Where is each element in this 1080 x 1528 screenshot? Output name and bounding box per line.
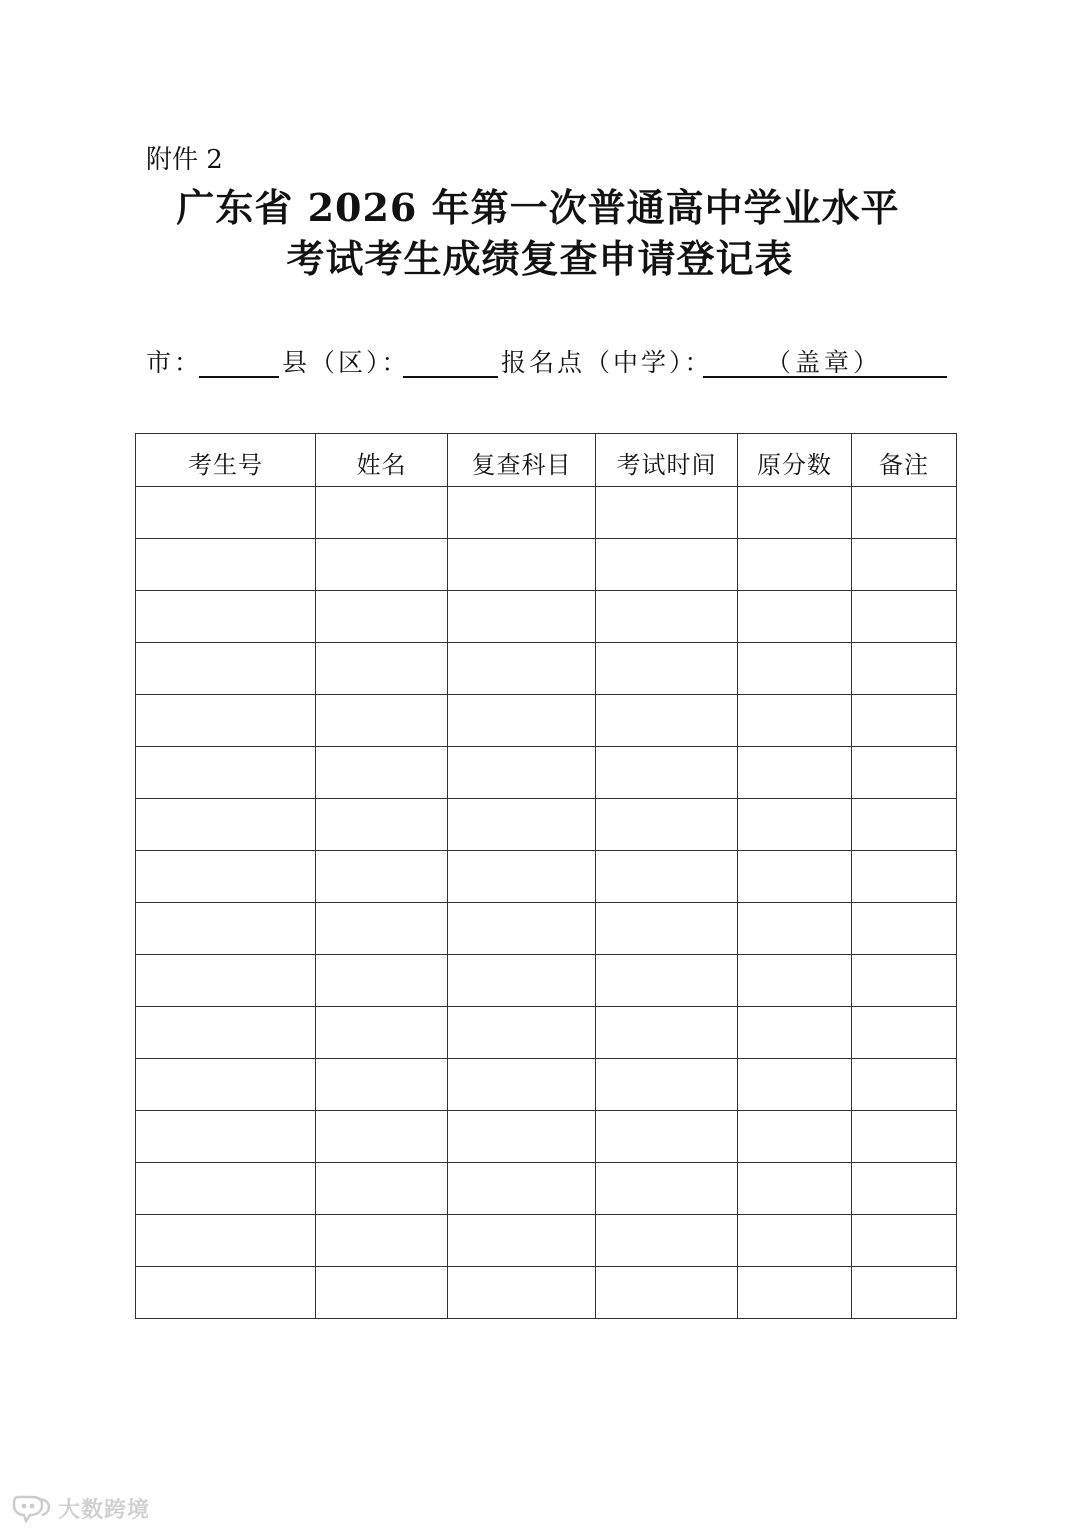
- cell-remarks[interactable]: [852, 747, 957, 799]
- cell-review-subject[interactable]: [448, 1007, 596, 1059]
- stamp-label: （盖章）: [766, 348, 883, 377]
- cell-original-score[interactable]: [738, 747, 852, 799]
- cell-remarks[interactable]: [852, 539, 957, 591]
- cell-remarks[interactable]: [852, 851, 957, 903]
- table-row: [136, 903, 957, 955]
- attachment-label: 附件 2: [146, 145, 223, 175]
- cell-exam-time[interactable]: [596, 903, 738, 955]
- cell-review-subject[interactable]: [448, 539, 596, 591]
- cell-original-score[interactable]: [738, 1059, 852, 1111]
- cell-name[interactable]: [316, 487, 448, 539]
- column-header-original-score: 原分数: [738, 434, 852, 487]
- cell-remarks[interactable]: [852, 1007, 957, 1059]
- cell-exam-number[interactable]: [136, 539, 316, 591]
- cell-remarks[interactable]: [852, 1163, 957, 1215]
- cell-review-subject[interactable]: [448, 1267, 596, 1319]
- table-row: [136, 955, 957, 1007]
- cell-exam-number[interactable]: [136, 695, 316, 747]
- cell-exam-time[interactable]: [596, 747, 738, 799]
- county-blank-line[interactable]: [403, 376, 498, 378]
- cell-exam-number[interactable]: [136, 1059, 316, 1111]
- speech-bubble-logo-icon: [12, 1493, 52, 1523]
- cell-name[interactable]: [316, 1215, 448, 1267]
- table-row: [136, 1163, 957, 1215]
- cell-exam-time[interactable]: [596, 851, 738, 903]
- cell-exam-time[interactable]: [596, 799, 738, 851]
- school-label: 报名点（中学）：: [501, 348, 713, 377]
- cell-review-subject[interactable]: [448, 1111, 596, 1163]
- cell-remarks[interactable]: [852, 903, 957, 955]
- cell-exam-time[interactable]: [596, 1215, 738, 1267]
- cell-original-score[interactable]: [738, 487, 852, 539]
- cell-original-score[interactable]: [738, 1007, 852, 1059]
- cell-review-subject[interactable]: [448, 747, 596, 799]
- document-title-line-1: 广东省 2026 年第一次普通高中学业水平: [176, 185, 900, 230]
- cell-name[interactable]: [316, 903, 448, 955]
- cell-original-score[interactable]: [738, 851, 852, 903]
- cell-remarks[interactable]: [852, 799, 957, 851]
- cell-original-score[interactable]: [738, 1111, 852, 1163]
- table-row: [136, 851, 957, 903]
- table-row: [136, 591, 957, 643]
- table-row: [136, 1111, 957, 1163]
- cell-original-score[interactable]: [738, 955, 852, 1007]
- table-row: [136, 1267, 957, 1319]
- cell-original-score[interactable]: [738, 539, 852, 591]
- cell-name[interactable]: [316, 643, 448, 695]
- cell-original-score[interactable]: [738, 1267, 852, 1319]
- cell-exam-number[interactable]: [136, 799, 316, 851]
- cell-name[interactable]: [316, 1059, 448, 1111]
- cell-remarks[interactable]: [852, 1215, 957, 1267]
- cell-original-score[interactable]: [738, 1215, 852, 1267]
- cell-exam-number[interactable]: [136, 1215, 316, 1267]
- cell-exam-time[interactable]: [596, 539, 738, 591]
- watermark-text: 大数跨境: [58, 1497, 151, 1523]
- cell-original-score[interactable]: [738, 643, 852, 695]
- cell-original-score[interactable]: [738, 591, 852, 643]
- county-label: 县（区）：: [282, 348, 410, 377]
- cell-exam-number[interactable]: [136, 955, 316, 1007]
- column-header-exam-number: 考生号: [136, 434, 316, 487]
- cell-name[interactable]: [316, 695, 448, 747]
- cell-name[interactable]: [316, 799, 448, 851]
- cell-name[interactable]: [316, 1007, 448, 1059]
- cell-name[interactable]: [316, 1111, 448, 1163]
- table-row: [136, 799, 957, 851]
- table-row: [136, 1059, 957, 1111]
- table-row: [136, 539, 957, 591]
- cell-exam-time[interactable]: [596, 695, 738, 747]
- cell-remarks[interactable]: [852, 643, 957, 695]
- cell-exam-number[interactable]: [136, 591, 316, 643]
- column-header-remarks: 备注: [852, 434, 957, 487]
- cell-review-subject[interactable]: [448, 487, 596, 539]
- cell-review-subject[interactable]: [448, 591, 596, 643]
- cell-exam-number[interactable]: [136, 1163, 316, 1215]
- cell-name[interactable]: [316, 591, 448, 643]
- cell-exam-time[interactable]: [596, 955, 738, 1007]
- cell-exam-time[interactable]: [596, 487, 738, 539]
- cell-remarks[interactable]: [852, 591, 957, 643]
- document-title-line-2: 考试考生成绩复查申请登记表: [286, 236, 794, 281]
- cell-review-subject[interactable]: [448, 799, 596, 851]
- table-row: [136, 1215, 957, 1267]
- cell-remarks[interactable]: [852, 487, 957, 539]
- cell-remarks[interactable]: [852, 1267, 957, 1319]
- cell-exam-number[interactable]: [136, 1267, 316, 1319]
- registration-table: [135, 433, 957, 1319]
- cell-remarks[interactable]: [852, 695, 957, 747]
- table-body: [136, 487, 957, 1319]
- cell-name[interactable]: [316, 1163, 448, 1215]
- cell-exam-time[interactable]: [596, 1059, 738, 1111]
- cell-exam-time[interactable]: [596, 591, 738, 643]
- table-row: [136, 1007, 957, 1059]
- cell-exam-time[interactable]: [596, 1267, 738, 1319]
- cell-exam-time[interactable]: [596, 643, 738, 695]
- cell-name[interactable]: [316, 1267, 448, 1319]
- cell-name[interactable]: [316, 539, 448, 591]
- form-field-row: [0, 343, 1080, 383]
- cell-original-score[interactable]: [738, 799, 852, 851]
- city-blank-line[interactable]: [199, 376, 279, 378]
- cell-review-subject[interactable]: [448, 903, 596, 955]
- cell-original-score[interactable]: [738, 903, 852, 955]
- cell-review-subject[interactable]: [448, 1163, 596, 1215]
- cell-remarks[interactable]: [852, 1059, 957, 1111]
- cell-exam-number[interactable]: [136, 747, 316, 799]
- table-row: [136, 747, 957, 799]
- cell-exam-number[interactable]: [136, 903, 316, 955]
- cell-review-subject[interactable]: [448, 955, 596, 1007]
- cell-name[interactable]: [316, 955, 448, 1007]
- watermark: [12, 1492, 150, 1524]
- cell-review-subject[interactable]: [448, 1215, 596, 1267]
- table-header-row: [136, 434, 957, 487]
- table-row: [136, 487, 957, 539]
- table-row: [136, 643, 957, 695]
- cell-review-subject[interactable]: [448, 851, 596, 903]
- cell-exam-time[interactable]: [596, 1111, 738, 1163]
- cell-exam-number[interactable]: [136, 487, 316, 539]
- cell-review-subject[interactable]: [448, 1059, 596, 1111]
- cell-review-subject[interactable]: [448, 695, 596, 747]
- cell-original-score[interactable]: [738, 695, 852, 747]
- cell-remarks[interactable]: [852, 955, 957, 1007]
- cell-name[interactable]: [316, 747, 448, 799]
- cell-exam-number[interactable]: [136, 1007, 316, 1059]
- column-header-name: 姓名: [316, 434, 448, 487]
- column-header-review-subject: 复查科目: [448, 434, 596, 487]
- cell-remarks[interactable]: [852, 1111, 957, 1163]
- cell-exam-number[interactable]: [136, 1111, 316, 1163]
- cell-review-subject[interactable]: [448, 643, 596, 695]
- cell-exam-number[interactable]: [136, 851, 316, 903]
- city-label: 市：: [146, 348, 203, 377]
- cell-original-score[interactable]: [738, 1163, 852, 1215]
- table-row: [136, 695, 957, 747]
- cell-name[interactable]: [316, 851, 448, 903]
- cell-exam-time[interactable]: [596, 1007, 738, 1059]
- cell-exam-number[interactable]: [136, 643, 316, 695]
- column-header-exam-time: 考试时间: [596, 434, 738, 487]
- cell-exam-time[interactable]: [596, 1163, 738, 1215]
